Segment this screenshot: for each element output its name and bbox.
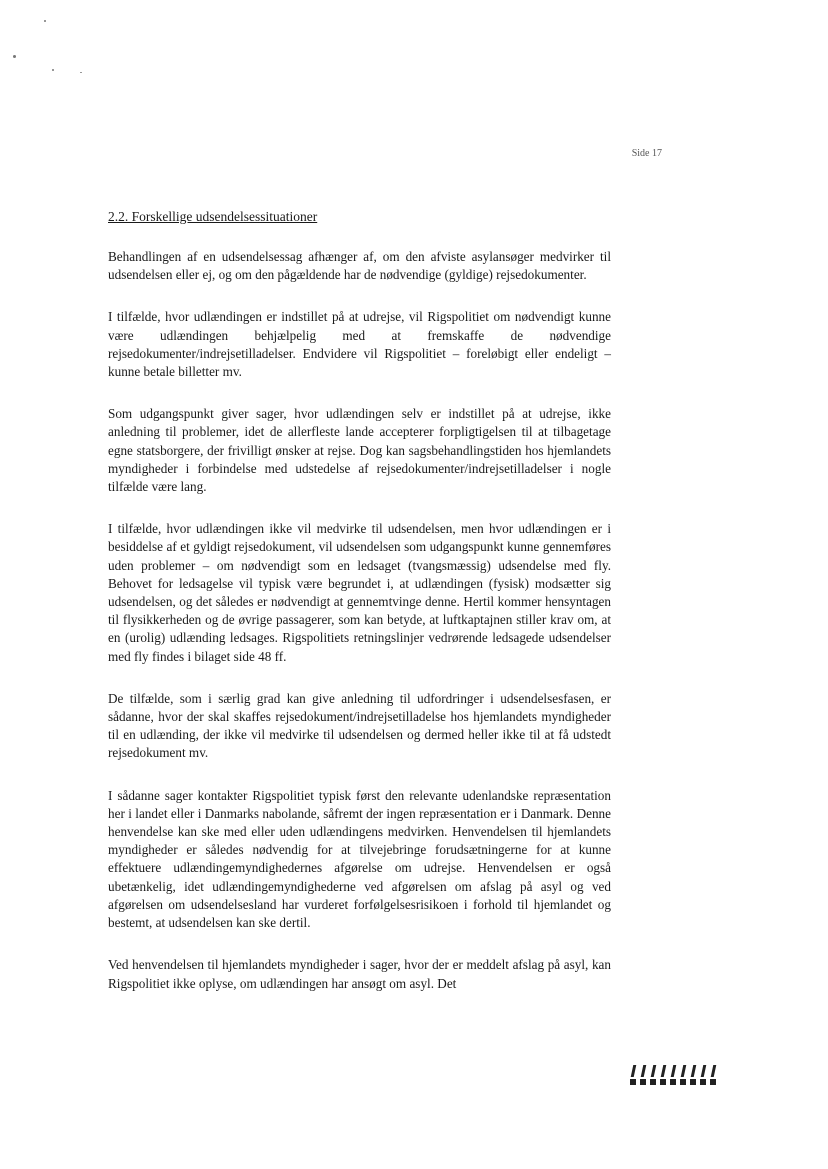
scan-barcode-marks (628, 1065, 723, 1087)
paragraph: Behandlingen af en udsendelsessag afhænger af, om den afviste asylansøger medvirker til udsendelsen eller ej, og om den pågældende har de nødvendige (gyldige) rejsedokumenter. (108, 249, 611, 283)
page-number: Side 17 (631, 148, 662, 159)
paragraph: Som udgangspunkt giver sager, hvor udlændingen selv er indstillet på at udrejse, ikke anledning til problemer, idet de allerfleste lande accepterer forpligtigelsen til at tilbagetage egne statsborgere, der frivilligt ønsker at rejse. Dog kan sagsbehandlingstiden hos hjemlandets myndigheder i forbindelse med udstedelse af rejsedokumenter/indrejsetilladelser i nogle tilfælde være lang. (108, 406, 611, 495)
document-body (108, 208, 611, 1017)
section-heading: 2.2. Forskellige udsendelsessituationer (108, 209, 318, 224)
paragraph: Ved henvendelsen til hjemlandets myndigheder i sager, hvor der er meddelt afslag på asyl, kan Rigspolitiet ikke oplyse, om udlændingen har ansøgt om asyl. Det (108, 957, 611, 991)
paragraph: De tilfælde, som i særlig grad kan give anledning til udfordringer i udsendelsesfasen, er sådanne, hvor der skal skaffes rejsedokument/indrejsetilladelse hos hjemlandets myndigheder til en udlænding, der ikke vil medvirke til udsendelsen og dermed heller ikke til at få udstedt rejsedokument mv. (108, 690, 611, 761)
paragraph: I tilfælde, hvor udlændingen ikke vil medvirke til udsendelsen, men hvor udlændingen er i besiddelse af et gyldigt rejsedokument, vil udsendelsen som udgangspunkt kunne gennemføres uden problemer – om nødvendigt som en ledsaget (tvangsmæssig) udsendelse med fly. Behovet for ledsagelse vil typisk være begrundet i, at udlændingen (fysisk) modsætter sig udsendelsen, og det således er nødvendigt at gennemtvinge denne. Hertil kommer hensyntagen til flysikkerheden og de øvrige passagerer, som kan betyde, at luftkaptajnen stiller krav om, at en (urolig) udlænding ledsages. Rigspolitiets retningslinjer vedrørende ledsagede udsendelser med fly findes i bilaget side 48 ff. (108, 521, 611, 664)
paragraph: I tilfælde, hvor udlændingen er indstillet på at udrejse, vil Rigspolitiet om nødvendigt kunne være udlændingen behjælpelig med at fremskaffe de nødvendige rejsedokumenter/indrejsetilladelser. Endvidere vil Rigspolitiet – foreløbigt eller endeligt – kunne betale billetter mv. (108, 309, 611, 380)
paragraph: I sådanne sager kontakter Rigspolitiet typisk først den relevante udenlandske repræsentation her i landet eller i Danmarks nabolande, såfremt der ingen repræsentation er i Danmark. Denne henvendelse kan ske med eller uden udlændingens medvirken. Henvendelsen til hjemlandets myndigheder er således nødvendig for at tilvejebringe forudsætningerne for at kunne effektuere udlændingemyndighedernes afgørelse om udrejse. Henvendelsen er også ubetænkelig, idet udlændingemyndighederne ved afgørelsen om afslag på asyl og ved afgørelsen om udsendelsesland har vurderet forfølgelsesrisikoen i forhold til hjemlandet og bestemt, at udsendelsen kan ske dertil. (108, 787, 611, 931)
